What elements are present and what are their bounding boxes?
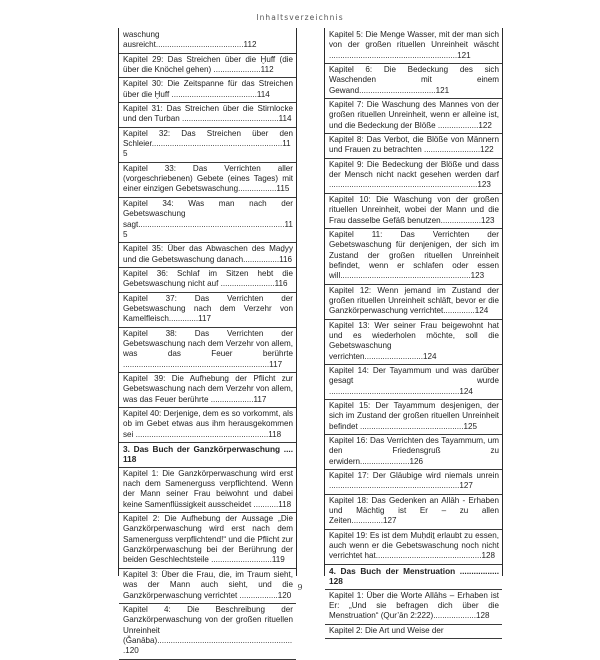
toc-entry: Kapitel 13: Wer seiner Frau beigewohnt hat und es wiederholen möchte, soll die Gebetswaschung verrichten..........................124	[325, 320, 502, 365]
toc-entry: Kapitel 17: Der Gläubige wird niemals unrein ..........................................................127	[325, 470, 502, 495]
toc-entry: Kapitel 7: Die Waschung des Mannes von der großen rituellen Unreinheit, wenn er alleine ist, und die Bedeckung der Blöße ..................122	[325, 99, 502, 134]
toc-entry: Kapitel 10: Die Waschung von der großen rituellen Unreinheit, wobei der Mann und die Frau dasselbe Gefäß benutzen..................123	[325, 194, 502, 229]
toc-entry: Kapitel 36: Schlaf im Sitzen hebt die Gebetswaschung nicht auf ........................116	[119, 268, 296, 293]
toc-entry: Kapitel 2: Die Aufhebung der Aussage „Die Ganzkörperwaschung wird erst nach dem Samenerguss verpflichtend!“ und die Pflicht zur Ganzkörperwaschung bei der Berührung der beiden Geschlechtsteile ...........................119	[119, 513, 296, 569]
toc-entry: Kapitel 3: Über die Frau, die, im Traum sieht, was der Mann auch sieht, und die Ganzkörperwaschung verrichtet .................120	[119, 569, 296, 604]
toc-entry: Kapitel 2: Die Art und Weise der	[325, 625, 502, 639]
toc-entry: Kapitel 6: Die Bedeckung des sich Waschenden mit einem Gewand..................................121	[325, 64, 502, 99]
toc-entry: Kapitel 12: Wenn jemand im Zustand der großen rituellen Unreinheit schläft, bevor er die Ganzkörperwaschung verrichtet..............124	[325, 285, 502, 320]
toc-entry: Kapitel 9: Die Bedeckung der Blöße und dass der Mensch nicht nackt gesehen werden darf ..................................................................123	[325, 159, 502, 194]
toc-left-column	[118, 28, 297, 656]
toc-entry: Kapitel 1: Die Ganzkörperwaschung wird erst nach dem Samenerguss verpflichtend. Wenn der Mann seiner Frau beiwohnt und dabei keine Samenflüssigkeit ausscheidet ...........118	[119, 468, 296, 513]
toc-entry: Kapitel 34: Was man nach der Gebetswaschung sagt.................................................................115	[119, 198, 296, 243]
toc-entry: Kapitel 8: Das Verbot, die Blöße von Männern und Frauen zu betrachten .........................122	[325, 134, 502, 159]
toc-entry: Kapitel 14: Der Tayammum und was darüber gesagt wurde ..........................................................124	[325, 365, 502, 400]
toc-right-column	[324, 28, 503, 635]
toc-entry: Kapitel 11: Das Verrichten der Gebetswaschung für denjenigen, der sich im Zustand der großen rituellen Unreinheit befindet, wenn er schlafen oder essen will..........................................................123	[325, 229, 502, 285]
page-header: Inhaltsverzeichnis	[256, 13, 344, 22]
toc-entry: waschung ausreicht.......................................112	[119, 28, 296, 54]
toc-entry: Kapitel 32: Das Streichen über den Schleier..........................................................115	[119, 128, 296, 163]
toc-entry: Kapitel 16: Das Verrichten des Tayammum, um den Friedensgruß zu erwidern......................126	[325, 435, 502, 470]
toc-entry: Kapitel 5: Die Menge Wasser, mit der man sich von der großen rituellen Unreinheit wäscht .........................................................121	[325, 28, 502, 64]
toc-entry: Kapitel 4: Die Beschreibung der Ganzkörperwaschung von der großen rituellen Unreinheit (Ǧanāba).............................................................120	[119, 604, 296, 660]
toc-entry: Kapitel 38: Das Verrichten der Gebetswaschung nach dem Verzehr von allem, was das Feuer berührte .................................................................117	[119, 328, 296, 373]
toc-entry: Kapitel 19: Es ist dem Muḥdiṯ erlaubt zu essen, auch wenn er die Gebetswaschung noch nicht verrichtet hat...............................................128	[325, 530, 502, 565]
table-of-contents	[0, 28, 600, 656]
toc-entry: Kapitel 15: Der Tayammum desjenigen, der sich im Zustand der großen rituellen Unreinheit befindet ..............................................125	[325, 400, 502, 435]
toc-entry: Kapitel 40: Derjenige, dem es so vorkommt, als ob im Gebet etwas aus ihm herausgekommen sei ...........................................................118	[119, 408, 296, 443]
toc-entry: Kapitel 37: Das Verrichten der Gebetswaschung nach dem Verzehr von Kamelfleisch.............117	[119, 293, 296, 328]
toc-entry: Kapitel 31: Das Streichen über die Stirnlocke und den Turban ...........................................114	[119, 103, 296, 128]
toc-entry: Kapitel 29: Das Streichen über die Ḫuff (die über die Knöchel gehen) .....................112	[119, 54, 296, 79]
toc-entry: Kapitel 18: Das Gedenken an Allāh - Erhaben und Mächtig ist Er – zu allen Zeiten..............127	[325, 495, 502, 530]
toc-entry: Kapitel 1: Über die Worte Allāhs – Erhaben ist Er: „Und sie befragen dich über die Menstruation“ (Qur’ān 2:222)...................128	[325, 590, 502, 625]
toc-section-heading: 3. Das Buch der Ganzkörperwaschung .... 118	[119, 443, 296, 468]
page-number: 9	[297, 583, 303, 592]
toc-entry: Kapitel 33: Das Verrichten aller (vorgeschriebenen) Gebete (eines Tages) mit einer einzigen Gebetswaschung.................115	[119, 163, 296, 198]
toc-entry: Kapitel 30: Die Zeitspanne für das Streichen über die Ḫuff ......................................114	[119, 78, 296, 103]
toc-entry: Kapitel 35: Über das Abwaschen des Maḏyy und die Gebetswaschung danach................116	[119, 243, 296, 268]
toc-entry: Kapitel 39: Die Aufhebung der Pflicht zur Gebetswaschung nach dem Verzehr von allem, was das Feuer berührte ...................117	[119, 373, 296, 408]
toc-section-heading: 4. Das Buch der Menstruation ................. 128	[325, 565, 502, 590]
